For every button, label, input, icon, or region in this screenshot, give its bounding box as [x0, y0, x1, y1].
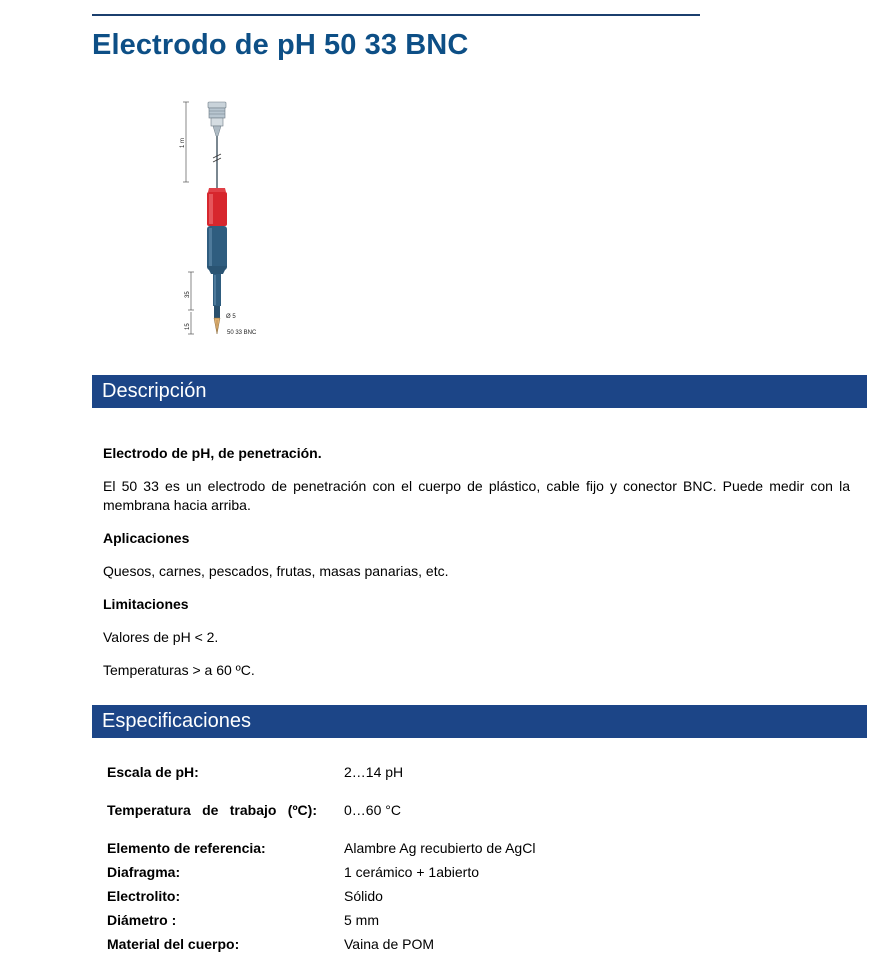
- aplicaciones-heading: Aplicaciones: [103, 530, 190, 546]
- spec-value: 5 mm: [344, 912, 379, 928]
- electrode-diagram: [172, 96, 282, 340]
- spec-value: 1 cerámico + 1abierto: [344, 864, 480, 880]
- description-intro: El 50 33 es un electrodo de penetración con el cuerpo de plástico, cable fijo y conector BNC. Puede medir con la membrana hacia arriba.: [103, 478, 850, 513]
- spec-label: Temperatura de trabajo (ºC):: [107, 802, 317, 818]
- spec-value: Sólido: [344, 888, 383, 904]
- spec-label: Material del cuerpo:: [107, 936, 240, 952]
- model-label: 50 33 BNC: [227, 330, 257, 336]
- limitaciones-heading: Limitaciones: [103, 596, 189, 612]
- spec-label: Elemento de referencia:: [107, 840, 266, 856]
- dim-cable-label: 1 m: [180, 137, 186, 148]
- spec-value: 2…14 pH: [344, 764, 404, 780]
- limitaciones-item: Temperaturas > a 60 ºC.: [103, 662, 255, 678]
- spec-label: Diafragma:: [107, 864, 181, 880]
- spec-label: Escala de pH:: [107, 764, 199, 780]
- aplicaciones-text: Quesos, carnes, pescados, frutas, masas panarias, etc.: [103, 563, 449, 579]
- description-subtitle: Electrodo de pH, de penetración.: [103, 445, 322, 461]
- spec-value: Alambre Ag recubierto de AgCl: [344, 840, 536, 856]
- dim-diameter-label: Ø 5: [226, 314, 236, 320]
- top-rule: [92, 14, 700, 16]
- section-heading-descripcion: Descripción: [92, 375, 867, 408]
- dim-tip-label: 15: [185, 323, 191, 330]
- spec-label: Diámetro :: [107, 912, 177, 928]
- dim-shaft-label: 35: [185, 291, 191, 298]
- spec-label: Electrolito:: [107, 888, 181, 904]
- spec-value: Vaina de POM: [344, 936, 435, 952]
- limitaciones-item: Valores de pH < 2.: [103, 629, 219, 645]
- section-heading-especificaciones: Especificaciones: [92, 705, 867, 738]
- page-title: Electrodo de pH 50 33 BNC: [92, 29, 469, 61]
- spec-value: 0…60 °C: [344, 802, 401, 818]
